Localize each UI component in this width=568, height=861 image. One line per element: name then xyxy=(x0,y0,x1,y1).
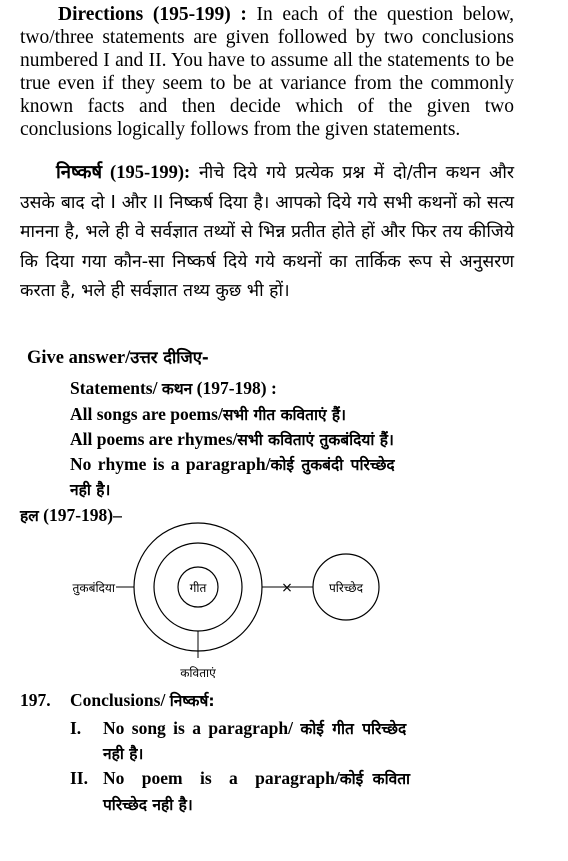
statement-line xyxy=(70,452,395,477)
statement-en: All songs are poems/ xyxy=(70,404,223,424)
statements-heading-en: Statements/ xyxy=(70,378,162,398)
nishkarsh-text: नीचे दिये गये प्रत्येक प्रश्न में दो/तीन कथन और उसके बाद दो I और II निष्कर्ष दिया है। आपको दिये गये सभी कथनों को सत्य मानना है, भले ही वे सर्वज्ञात तथ्यों से भिन्न प्रतीत होते हों और फिर तय कीजिये कि दिया गया कौन-सा निष्कर्ष दिये गये कथनों का तार्किक रूप से अनुसरण करता है, भले ही सर्वज्ञात तथ्य कुछ भी हों। xyxy=(20,163,514,301)
solution-hi: हल xyxy=(20,507,39,525)
statements-heading-hi: कथन xyxy=(161,380,193,398)
conclusion-en: No poem is a paragraph/ xyxy=(103,768,340,788)
nishkarsh-heading: निष्कर्ष (195-199): xyxy=(56,163,191,183)
conclusions-heading xyxy=(70,688,215,713)
conclusion-hi-cont: परिच्छेद नही है। xyxy=(103,796,193,814)
directions-paragraph xyxy=(20,3,514,141)
statement-en: All poems are rhymes/ xyxy=(70,429,238,449)
rhymes-label: तुकबंदिया xyxy=(72,581,115,595)
poems-label: कविताएं xyxy=(180,666,216,680)
paragraph-label: परिच्छेद xyxy=(328,581,364,595)
statement-en: No rhyme is a paragraph/ xyxy=(70,454,271,474)
statement-hi: सभी गीत कविताएं हैं। xyxy=(222,406,347,424)
give-answer-hi: उत्तर दीजिए- xyxy=(130,348,209,367)
conclusion-line xyxy=(103,716,406,741)
solution-range: (197-198)– xyxy=(38,505,122,525)
conclusions-heading-en: Conclusions/ xyxy=(70,690,170,710)
statements-heading-range: (197-198) : xyxy=(192,378,277,398)
statements-heading xyxy=(70,376,277,401)
conclusion-en: No song is a paragraph/ xyxy=(103,718,301,738)
songs-label: गीत xyxy=(189,581,207,595)
statement-hi: कोई तुकबंदी परिच्छेद xyxy=(270,456,395,474)
conclusion-line xyxy=(103,766,410,791)
cross-mark: × xyxy=(281,580,293,596)
venn-diagram xyxy=(0,520,568,692)
statement-hi-cont: नही है। xyxy=(70,481,111,499)
conclusion-line-cont xyxy=(103,792,193,817)
give-answer-line xyxy=(27,346,209,370)
conclusion-hi: कोई कविता xyxy=(339,770,411,788)
nishkarsh-paragraph xyxy=(20,159,514,307)
give-answer-en: Give answer/ xyxy=(27,348,131,368)
conclusion-number: II. xyxy=(70,768,88,788)
conclusion-number: I. xyxy=(70,718,82,738)
statement-line xyxy=(70,402,346,427)
conclusion-hi: कोई गीत परिच्छेद xyxy=(300,720,407,738)
directions-heading: Directions (195-199) : xyxy=(58,4,247,25)
statement-line-cont xyxy=(70,477,110,502)
conclusion-hi-cont: नही है। xyxy=(103,745,144,763)
statement-hi: सभी कविताएं तुकबंदियां हैं। xyxy=(237,431,394,449)
conclusions-heading-hi: निष्कर्ष: xyxy=(169,692,215,710)
statement-line xyxy=(70,427,394,452)
question-number: 197. xyxy=(20,690,51,710)
directions-text: In each of the question below, two/three statements are given followed by two conclusions numbered I and II. You have to assume all the statements to be true even if they seem to be at variance from the commonly known facts and then decide which of the given two conclusions logically follows from the given statements. xyxy=(20,4,514,140)
conclusion-line-cont xyxy=(103,741,143,766)
